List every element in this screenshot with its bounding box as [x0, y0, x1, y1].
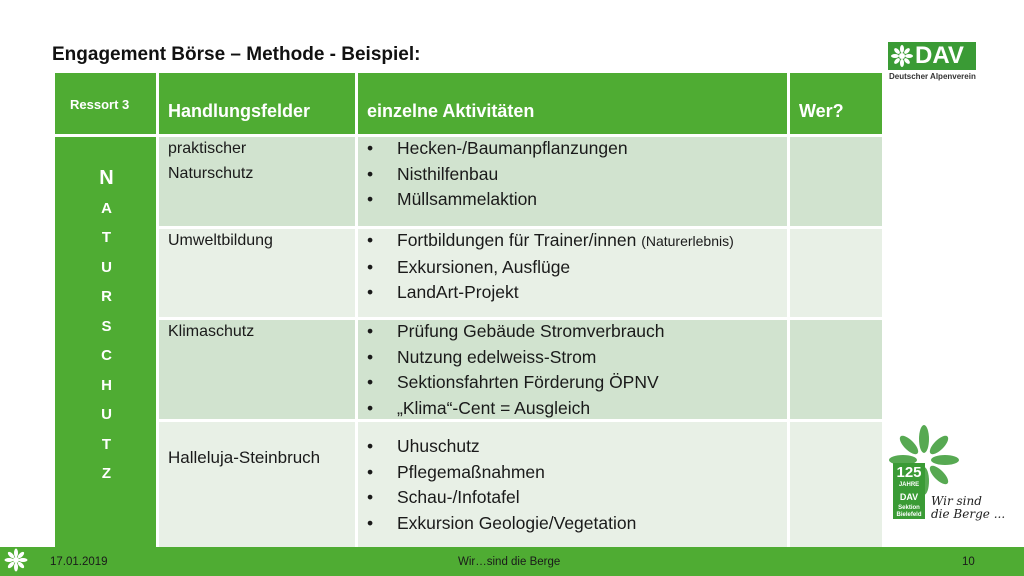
- side-letter: N: [99, 167, 114, 189]
- side-letter: C: [101, 347, 112, 364]
- activity-note: (Naturerlebnis): [641, 233, 734, 249]
- table-row-4-field: [158, 421, 357, 551]
- slogan-line-1: Wir sind: [931, 494, 982, 508]
- activity-list: [367, 434, 636, 536]
- badge-dav: DAV: [899, 492, 919, 502]
- list-item: • LandArt-Projekt: [367, 280, 734, 306]
- footer-bar: [0, 547, 1024, 576]
- list-item: • Exkursion Geologie/Vegetation: [367, 511, 636, 537]
- dav-logo-box: [888, 42, 976, 70]
- table-row-4-who: [789, 421, 882, 551]
- footer-date: 17.01.2019: [50, 556, 108, 568]
- list-item: • Schau-/Infotafel: [367, 485, 636, 511]
- corner-cell: [55, 73, 158, 136]
- badge-section: Sektion Bielefeld: [896, 505, 922, 518]
- grid-line: [156, 73, 159, 551]
- header-aktivitaeten: [357, 73, 789, 136]
- list-item: • Nisthilfenbau: [367, 162, 628, 188]
- naturschutz-side-cell: [55, 136, 158, 551]
- side-letter: T: [101, 435, 112, 453]
- dav-logo: [888, 42, 980, 84]
- field-text: praktischer Naturschutz: [168, 140, 254, 182]
- slogan: [931, 495, 1005, 521]
- field-text: Halleluja-Steinbruch: [168, 448, 321, 467]
- dav-logo-subtitle: Deutscher Alpenverein: [889, 72, 976, 81]
- table-row-1-field: [158, 136, 357, 228]
- grid-line: [158, 317, 882, 320]
- table-row-4-activities: [357, 421, 789, 551]
- list-item: • Sektionsfahrten Förderung ÖPNV: [367, 370, 665, 396]
- side-letter: Z: [101, 465, 112, 482]
- table-row-2-who: [789, 228, 882, 319]
- table-row-2-field: [158, 228, 357, 319]
- activity-list: [367, 228, 734, 306]
- activity-list: [367, 136, 628, 213]
- list-item: • Hecken-/Baumanpflanzungen: [367, 136, 628, 162]
- slide-title: Engagement Börse – Methode - Beispiel:: [52, 44, 421, 65]
- side-letter: S: [101, 317, 112, 335]
- list-item: • Prüfung Gebäude Stromverbrauch: [367, 319, 665, 345]
- field-text: Umweltbildung: [168, 232, 273, 249]
- grid-line: [355, 73, 358, 551]
- table-row-1-who: [789, 136, 882, 228]
- header-wer: [789, 73, 882, 136]
- ressort-label: Ressort 3: [70, 97, 130, 112]
- side-letter: T: [101, 229, 112, 246]
- badge-box: [893, 463, 925, 519]
- side-letter: R: [101, 288, 112, 305]
- header-aktivitaeten-text: einzelne Aktivitäten: [367, 101, 535, 121]
- header-handlungsfelder: [158, 73, 357, 136]
- list-item: • Uhuschutz: [367, 434, 636, 460]
- list-item: • Exkursionen, Ausflüge: [367, 255, 734, 281]
- naturschutz-vertical-label: [55, 164, 158, 489]
- field-text: Klimaschutz: [168, 323, 255, 340]
- list-item: • „Klima“-Cent = Ausgleich: [367, 396, 665, 422]
- table-row-2-activities: [357, 228, 789, 319]
- activity-list: [367, 319, 665, 421]
- grid-line: [158, 419, 882, 422]
- table-row-1-activities: [357, 136, 789, 228]
- dav-logo-text: DAV: [915, 42, 964, 69]
- activities-table: [55, 73, 882, 551]
- side-letter: H: [101, 376, 112, 394]
- grid-line: [787, 73, 790, 551]
- grid-line: [55, 134, 882, 137]
- side-letter: A: [101, 199, 112, 217]
- footer-page-number: 10: [962, 556, 975, 568]
- side-letter: U: [101, 406, 112, 423]
- table-row-3-who: [789, 319, 882, 421]
- list-item: • Pflegemaßnahmen: [367, 460, 636, 486]
- grid-line: [158, 226, 882, 229]
- header-wer-text: Wer?: [799, 101, 844, 121]
- edelweiss-icon: [4, 548, 28, 572]
- list-item: • Nutzung edelweiss-Strom: [367, 345, 665, 371]
- list-item: • Müllsammelaktion: [367, 187, 628, 213]
- header-handlungsfelder-text: Handlungsfelder: [168, 101, 311, 121]
- badge-jahre: JAHRE: [898, 482, 920, 488]
- slogan-line-2: die Berge ...: [931, 507, 1006, 521]
- table-row-3-field: [158, 319, 357, 421]
- list-item: [367, 228, 734, 255]
- anniversary-badge: [889, 425, 1019, 525]
- table-row-3-activities: [357, 319, 789, 421]
- badge-number: 125: [896, 464, 922, 481]
- activity-text: Fortbildungen für Trainer/innen: [397, 230, 637, 250]
- footer-center: Wir…sind die Berge: [458, 556, 561, 568]
- side-letter: U: [101, 258, 112, 276]
- edelweiss-icon: [891, 45, 913, 67]
